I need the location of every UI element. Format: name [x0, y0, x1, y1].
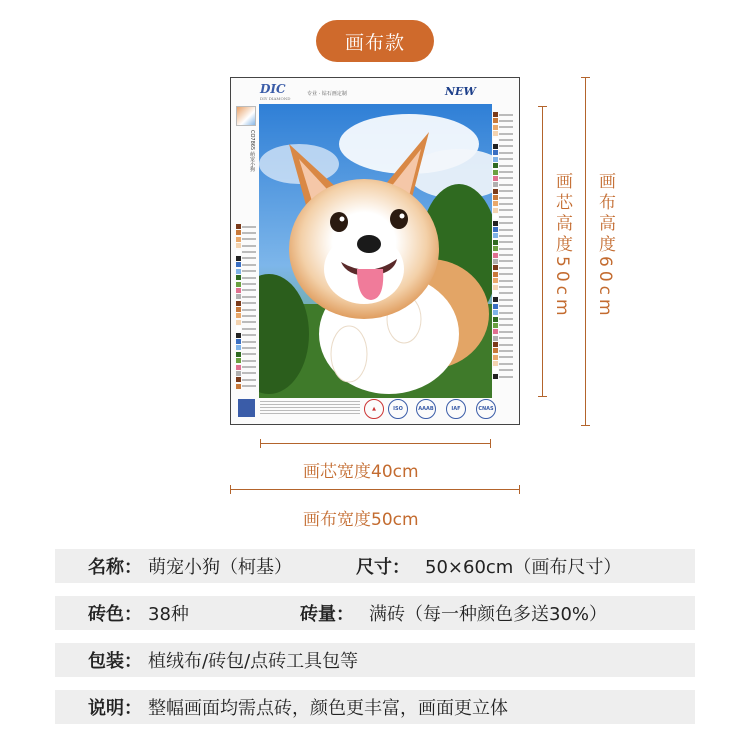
canvas-footer	[236, 396, 514, 422]
legend-row	[493, 329, 513, 334]
legend-row	[493, 291, 513, 296]
style-tag: 画布款	[316, 20, 434, 62]
cert-iaf-icon: IAF	[446, 399, 466, 419]
legend-row	[493, 336, 513, 341]
legend-row	[493, 240, 513, 245]
legend-row	[493, 182, 513, 187]
legend-row	[236, 352, 256, 357]
product-code: CO7865 萌宠小狗	[249, 130, 255, 172]
legend-row	[493, 374, 513, 379]
cert-cnas-icon: CNAS	[476, 399, 496, 419]
canvas-height-tick-top	[581, 77, 590, 78]
legend-row	[493, 323, 513, 328]
core-width-line	[260, 443, 490, 444]
legend-row	[236, 365, 256, 370]
left-legend-panel	[236, 106, 258, 394]
cert-aaab-icon: AAAB	[416, 399, 436, 419]
cert-flame-icon: ▲	[364, 399, 384, 419]
packaging-key: 包装：	[88, 651, 142, 672]
legend-row	[236, 358, 256, 363]
thumbnail-image	[236, 106, 256, 126]
legend-row	[236, 237, 256, 242]
colors-key: 砖色：	[88, 604, 142, 625]
drill-count-value: 满砖（每一种颜色多送30%）	[369, 604, 608, 625]
legend-row	[236, 307, 256, 312]
legend-row	[493, 201, 513, 206]
legend-row	[493, 348, 513, 353]
legend-row	[236, 377, 256, 382]
qr-icon	[238, 399, 255, 417]
legend-row	[493, 265, 513, 270]
legend-row	[236, 371, 256, 376]
legend-row	[493, 125, 513, 130]
legend-row	[493, 131, 513, 136]
legend-row	[493, 233, 513, 238]
legend-row	[493, 259, 513, 264]
drill-count-key: 砖量：	[300, 604, 354, 625]
legend-row	[493, 285, 513, 290]
legend-row	[493, 189, 513, 194]
legend-row	[236, 275, 256, 280]
legend-row	[493, 253, 513, 258]
info-row-name-size	[55, 549, 695, 583]
core-height-tick-bottom	[538, 396, 547, 397]
core-width-tick-left	[260, 439, 261, 448]
legend-row	[493, 176, 513, 181]
legend-row	[236, 269, 256, 274]
legend-row	[493, 342, 513, 347]
legend-row	[493, 157, 513, 162]
name-value: 萌宠小狗（柯基）	[148, 557, 292, 578]
legend-row	[236, 230, 256, 235]
legend-row	[493, 361, 513, 366]
legend-row	[493, 221, 513, 226]
canvas-height-line	[585, 77, 586, 425]
legend-row	[493, 310, 513, 315]
legend-row	[493, 214, 513, 219]
legend-row	[236, 345, 256, 350]
canvas-width-label: 画布宽度50cm	[303, 510, 419, 530]
legend-row	[493, 304, 513, 309]
legend-row	[236, 224, 256, 229]
right-legend-panel	[493, 106, 515, 394]
color-legend-left	[236, 224, 256, 394]
cert-iso-icon: ISO	[388, 399, 408, 419]
packaging-value: 植绒布/砖包/点砖工具包等	[148, 651, 359, 672]
legend-row	[493, 112, 513, 117]
canvas-width-tick-left	[230, 485, 231, 494]
legend-row	[236, 262, 256, 267]
legend-row	[493, 355, 513, 360]
core-height-label: 画芯高度50cm	[552, 172, 572, 320]
legend-row	[236, 288, 256, 293]
legend-row	[236, 320, 256, 325]
legend-row	[236, 339, 256, 344]
legend-row	[236, 282, 256, 287]
info-row-colors-count	[55, 596, 695, 630]
legend-row	[493, 278, 513, 283]
legend-row	[493, 246, 513, 251]
legend-row	[493, 208, 513, 213]
legend-row	[236, 250, 256, 255]
legend-row	[236, 256, 256, 261]
description-key: 说明：	[88, 698, 142, 719]
name-key: 名称：	[88, 557, 142, 578]
canvas-height-label: 画布高度60cm	[595, 172, 615, 320]
legend-row	[493, 163, 513, 168]
footer-fine-print	[260, 401, 360, 415]
size-key: 尺寸：	[356, 557, 410, 578]
corgi-illustration	[259, 104, 492, 398]
legend-row	[236, 294, 256, 299]
legend-row	[493, 170, 513, 175]
size-value: 50×60cm（画布尺寸）	[425, 557, 622, 578]
canvas-height-tick-bottom	[581, 425, 590, 426]
legend-row	[236, 243, 256, 248]
legend-row	[236, 326, 256, 331]
info-row-packaging	[55, 643, 695, 677]
description-value: 整幅画面均需点砖，颜色更丰富，画面更立体	[148, 698, 508, 719]
legend-row	[493, 150, 513, 155]
canvas-width-tick-right	[519, 485, 520, 494]
brand-logo: DIC DIY DIAMOND	[260, 82, 291, 101]
legend-row	[493, 144, 513, 149]
new-badge: NEW	[445, 85, 476, 98]
color-legend-right	[493, 112, 513, 392]
core-height-line	[542, 106, 543, 396]
legend-row	[493, 272, 513, 277]
core-width-label: 画芯宽度40cm	[303, 462, 419, 482]
legend-row	[493, 368, 513, 373]
legend-row	[236, 384, 256, 389]
legend-row	[236, 313, 256, 318]
legend-row	[493, 138, 513, 143]
canvas-width-line	[230, 489, 520, 490]
info-row-description	[55, 690, 695, 724]
core-width-tick-right	[490, 439, 491, 448]
legend-row	[493, 317, 513, 322]
legend-row	[493, 118, 513, 123]
core-height-tick-top	[538, 106, 547, 107]
legend-row	[236, 333, 256, 338]
colors-value: 38种	[148, 604, 189, 625]
legend-row	[493, 195, 513, 200]
canvas-preview	[230, 77, 520, 425]
header-slogan: 专业 · 钻石画定制	[307, 91, 347, 97]
legend-row	[493, 227, 513, 232]
legend-row	[236, 301, 256, 306]
corgi-photo	[259, 104, 492, 398]
legend-row	[493, 297, 513, 302]
